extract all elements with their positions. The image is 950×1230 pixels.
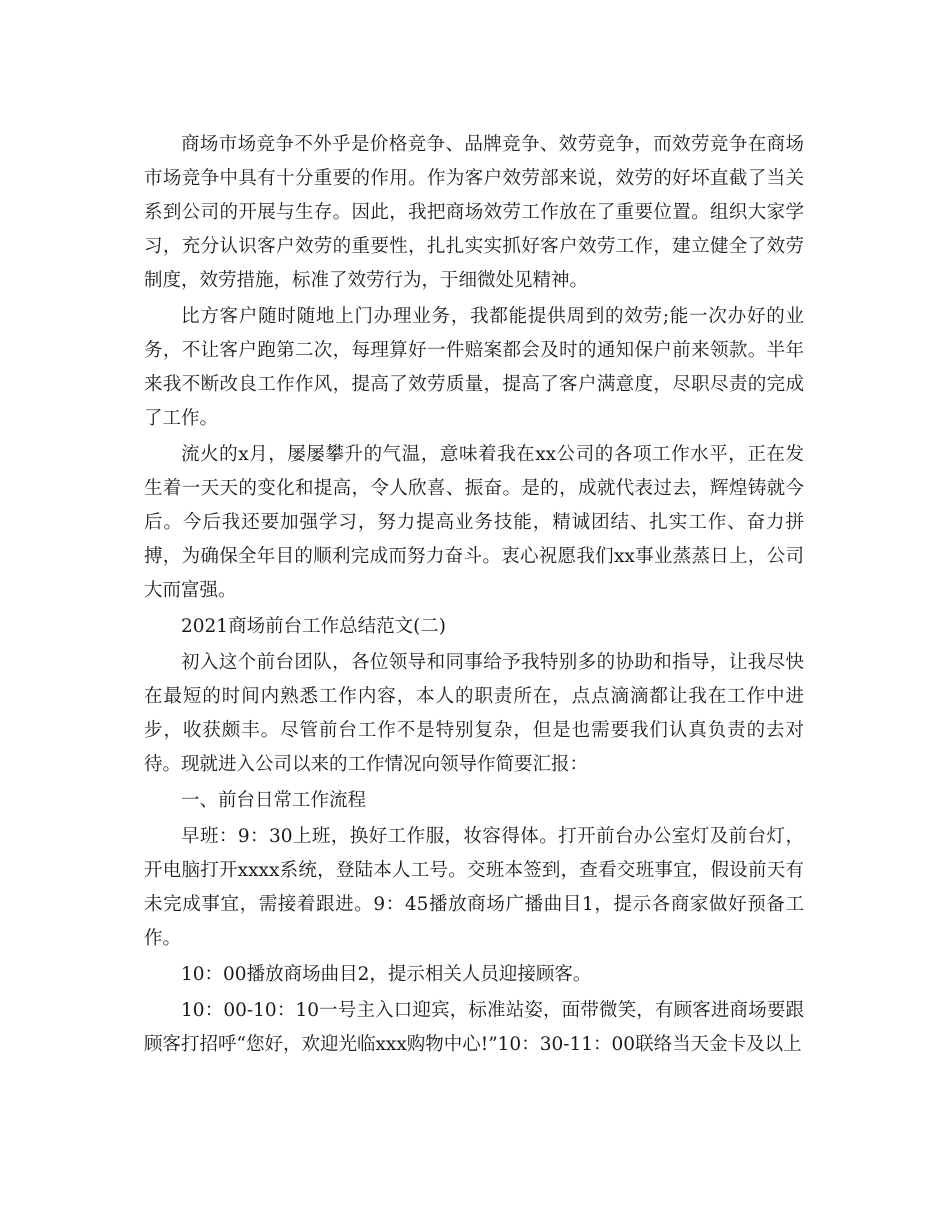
document-body: [144, 128, 804, 1064]
paragraph-ten-oclock: 10：00播放商场曲目2，提示相关人员迎接顾客。: [181, 964, 592, 985]
paragraph-customer-business: 比方客户随时随地上门办理业务，我都能提供周到的效劳;能一次办好的业务，不让客户跑第二次，每理算好一件赔案都会及时的通知保户前来领款。半年来我不断改良工作作风，提高了效劳质量，提高了客户满意度，尽职尽责的完成了工作。: [144, 306, 804, 429]
section-title: 2021商场前台工作总结范文(二): [181, 616, 447, 637]
paragraph-morning-shift: 早班：9：30上班，换好工作服，妆容得体。打开前台办公室灯及前台灯，开电脑打开xxxx系统，登陆本人工号。交班本签到，查看交班事宜，假设前天有未完成事宜，需接着跟进。9：45播放商场广播曲目1，提示各商家做好预备工作。: [144, 826, 804, 949]
paragraph-introduction: 初入这个前台团队，各位领导和同事给予我特别多的协助和指导，让我尽快在最短的时间内熟悉工作内容，本人的职责所在，点点滴滴都让我在工作中进步，收获颇丰。尽管前台工作不是特别复杂，但是也需要我们认真负责的去对待。现就进入公司以来的工作情况向领导作简要汇报：: [144, 652, 804, 775]
paragraph-service-competition: 商场市场竞争不外乎是价格竞争、品牌竞争、效劳竞争，而效劳竞争在商场市场竞争中具有十分重要的作用。作为客户效劳部来说，效劳的好坏直截了当关系到公司的开展与生存。因此，我把商场效劳工作放在了重要位置。组织大家学习，充分认识客户效劳的重要性，扎扎实实抓好客户效劳工作，建立健全了效劳制度，效劳措施，标准了效劳行为，于细微处见精神。: [144, 134, 804, 291]
paragraph-future-outlook: 流火的x月，屡屡攀升的气温，意味着我在xx公司的各项工作水平，正在发生着一天天的变化和提高，令人欣喜、振奋。是的，成就代表过去，辉煌铸就今后。今后我还要加强学习，努力提高业务技能，精诚团结、扎实工作、奋力拼搏，为确保全年目的顺利完成而努力奋斗。衷心祝愿我们xx事业蒸蒸日上，公司大而富强。: [144, 444, 804, 601]
section-heading-daily-workflow: 一、前台日常工作流程: [181, 790, 367, 811]
paragraph-greeting: 10：00-10：10一号主入口迎宾，标准站姿，面带微笑，有顾客进商场要跟顾客打招呼“您好，欢迎光临xxx购物中心!”10：30-11：00联络当天金卡及以上: [144, 1000, 804, 1055]
